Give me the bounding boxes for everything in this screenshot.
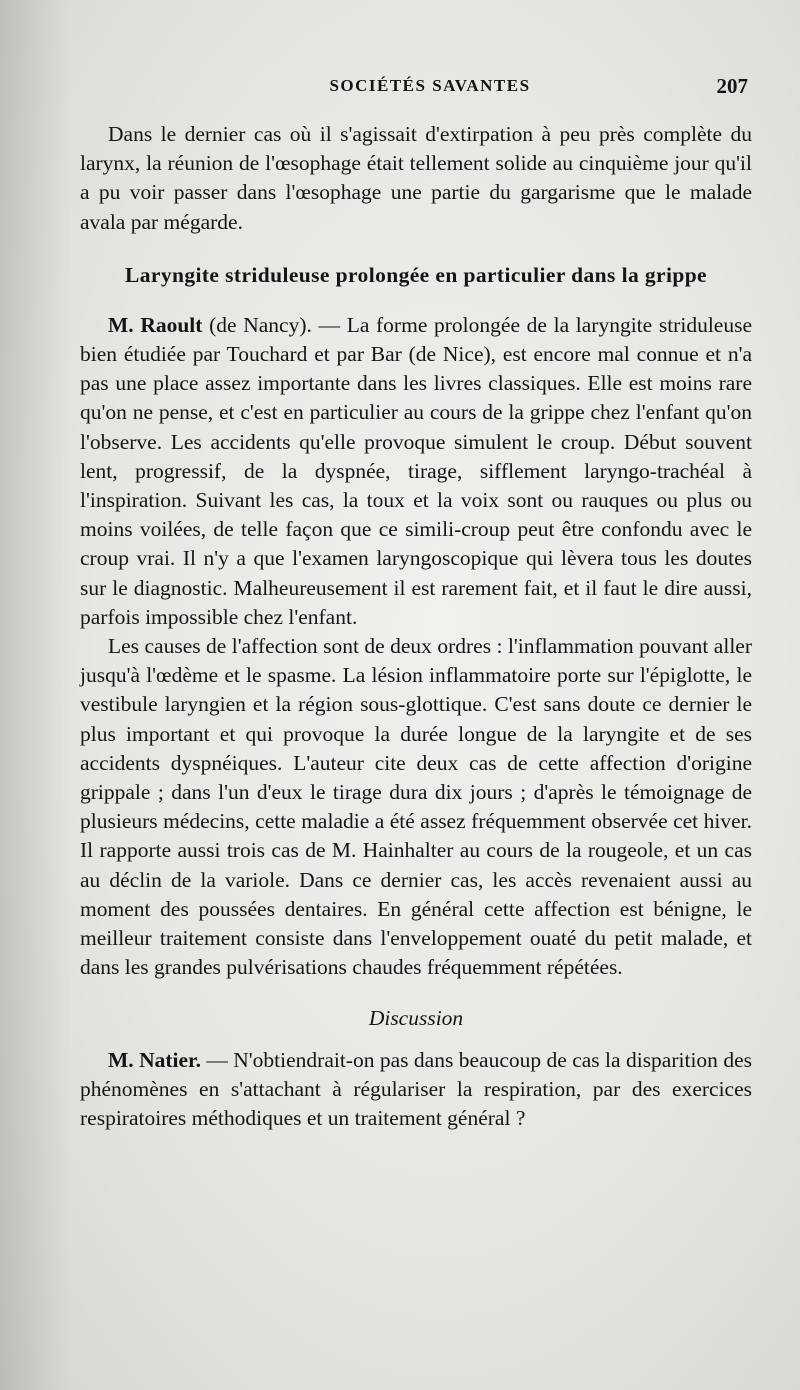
paragraph-natier-text: — N'obtiendrait-on pas dans beaucoup de cas la disparition des phénomènes en s'attachant à régulariser la respiration, par des exercices respiratoires méthodiques et un traitement général ? — [80, 1047, 752, 1131]
section-heading: Laryngite striduleuse prolongée en particulier dans la grippe — [124, 262, 707, 287]
running-head: SOCIÉTÉS SAVANTES — [329, 76, 531, 95]
speaker-name: M. Natier. — [108, 1047, 201, 1072]
paragraph-extirpation: Dans le dernier cas où il s'agissait d'extirpation à peu près complète du larynx, la réunion de l'œsophage était tellement solide au cinquième jour qu'il a pu voir passer dans l'œsophage une partie du gargarisme que le malade avala par mégarde. — [80, 122, 752, 234]
paragraph-raoult — [80, 311, 752, 632]
page-number: 207 — [716, 74, 748, 98]
page-body — [80, 120, 752, 1133]
paragraph-natier — [80, 1046, 752, 1134]
page-gutter-shadow — [0, 0, 70, 1390]
speaker-name: M. Raoult — [108, 312, 203, 337]
page-header — [100, 74, 760, 102]
discussion-heading: Discussion — [368, 1006, 464, 1031]
paragraph-causes: Les causes de l'affection sont de deux ordres : l'inflammation pouvant aller jusqu'à l'œdème et le spasme. La lésion inflammatoire porte sur l'épiglotte, le vestibule laryngien et la région sous-glottique. C'est sans doute ce dernier le plus important et qui provoque la durée longue de la laryngite et de ses accidents dyspnéiques. L'auteur cite deux cas de cette affection d'origine grippale ; dans l'un d'eux le tirage dura dix jours ; d'après le témoignage de plusieurs médecins, cette maladie a été assez fréquemment observée cet hiver. Il rapporte aussi trois cas de M. Hainhalter au cours de la rougeole, et un cas au déclin de la variole. Dans ce dernier cas, les accès revenaient aussi au moment des poussées dentaires. En général cette affection est bénigne, le meilleur traitement consiste dans l'enveloppement ouaté du petit malade, et dans les grandes pulvérisations chaudes fréquemment répétées. — [80, 634, 752, 980]
paragraph-raoult-text: (de Nancy). — La forme prolongée de la laryngite striduleuse bien étudiée par Touchard et par Bar (de Nice), est encore mal connue et n'a pas une place assez importante dans les livres classiques. Elle est moins rare qu'on ne pense, et c'est en particulier au cours de la grippe chez l'enfant qu'on l'observe. Les accidents qu'elle provoque simulent le croup. Début souvent lent, progressif, de la dyspnée, tirage, sifflement laryngo-trachéal à l'inspiration. Suivant les cas, la toux et la voix sont ou rauques ou plus ou moins voilées, de telle façon que ce simili-croup peut être confondu avec le croup vrai. Il n'y a que l'examen laryngoscopique qui lèvera tous les doutes sur le diagnostic. Malheureusement il est rarement fait, et il faut le dire aussi, parfois impossible chez l'enfant. — [80, 312, 752, 629]
